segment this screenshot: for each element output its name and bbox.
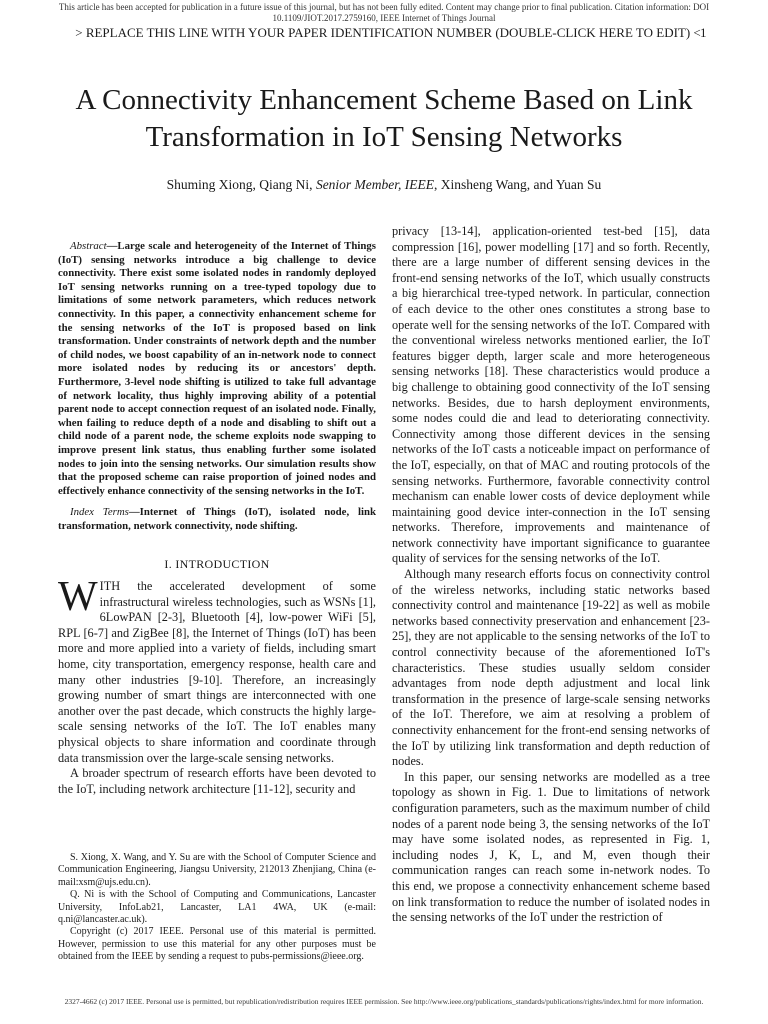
abstract-lead: Abstract <box>70 240 107 252</box>
page-footer: 2327-4662 (c) 2017 IEEE. Personal use is permitted, but republication/redistribution requires IEEE permission. See http://www.ieee.org/publications_standards/publications/rights/index.html for more information. <box>64 997 704 1006</box>
author-names-before: Shuming Xiong, Qiang Ni, <box>166 177 316 192</box>
footnote-affiliation-2: Q. Ni is with the School of Computing and Communications, Lancaster University, InfoLab21, Lancaster, LA1 4WA, UK (e-mail: q.ni@lancaster.ac.uk). <box>58 889 376 926</box>
author-names-after: , Xinsheng Wang, and Yuan Su <box>434 177 602 192</box>
intro-paragraph-1 <box>58 574 376 766</box>
paper-identification-header: > REPLACE THIS LINE WITH YOUR PAPER IDENTIFICATION NUMBER (DOUBLE-CLICK HERE TO EDIT) < <box>75 25 701 40</box>
index-terms <box>58 506 376 533</box>
abstract <box>58 240 376 498</box>
left-column <box>58 240 376 797</box>
footnotes <box>58 852 376 964</box>
index-terms-lead: Index Terms <box>70 506 129 519</box>
right-paragraph-1: privacy [13-14], application-oriented test-bed [15], data compression [16], power modelling [17] and so forth. Recently, there are a large number of different sensing devices in the front-end sensing networks of the IoT, which usually constructs a big hierarchical tree-typed network. In particular, connection of each device to the other ones constitutes a strong base to operate well for the sensing networks of the IoT. Compared with the conventional wireless networks mentioned earlier, the IoT features bigger depth, larger scale and more heterogeneous sensing networks [18]. These characteristics would produce a big challenge to obtaining good connectivity of the IoT sensing networks. Besides, due to harsh deployment environments, some nodes could die and lead to deteriorating connectivity. Connectivity among those different devices in the sensing networks of the IoT casts a noticeable impact on performance of the IoT, especially, on that of MAC and routing protocols of the sensing networks. Furthermore, favorable connectivity control mechanism can enable lower costs of device deployment while maintaining good device inter-connection in the IoT sensing networks. Therefore, improvements and maintenance of network connectivity have important significance to guarantee quality of services for the sensing networks of the IoT. <box>392 224 710 566</box>
abstract-text: —Large scale and heterogeneity of the Internet of Things (IoT) sensing networks introduce a big challenge to device connectivity. There exist some isolated nodes in randomly deployed IoT sensing networks running on a tree-typed topology due to limitations of some network parameters, which reduces network connectivity. In this paper, a connectivity enhancement scheme for the sensing networks of the IoT is proposed based on link transformation. Under constraints of network depth and the number of child nodes, we boost capability of an in-network node to connect more isolated nodes by reducing its or ancestors' depth. Furthermore, 3-level node shifting is utilized to take full advantage of network locality, thus highly improving ability of a potential parent node to accept connection request of an isolated node. Finally, when failing to reduce depth of a node and disabling to shift out a child node of a parent node, the scheme exploits node swapping to improve present link status, thus enabling further some isolated nodes to join into the sensing networks. Our simulation results show that the proposed scheme can raise proportion of joined nodes and effectively enhance connectivity of the sensing networks in the IoT. <box>58 240 376 497</box>
right-paragraph-2: Although many research efforts focus on connectivity control of the wireless networks, including static networks based connectivity control and maintenance [19-22] as well as mobile networks based connectivity preservation and enhancement [23-25], they are not applicable to the sensing networks of the IoT to control connectivity because of the aforementioned IoT's characteristics. These studies usually seldom consider advantages from node depth adjustment and local link transformation in the presence of large-scale sensing networks of the IoT. Therefore, we aim at resolving a problem of connectivity enhancement for the front-end sensing networks of the IoT by utilizing link transformation and depth reduction of nodes. <box>392 567 710 769</box>
paper-title: A Connectivity Enhancement Scheme Based on Link Transformation in IoT Sensing Networks <box>75 84 693 153</box>
index-terms-text: —Internet of Things (IoT), isolated node, link transformation, network connectivity, node shifting. <box>58 506 377 532</box>
author-list <box>40 176 728 194</box>
drop-cap: W <box>58 574 98 621</box>
footnote-affiliation-1: S. Xiong, X. Wang, and Y. Su are with the School of Computer Science and Communication Engineering, Jiangsu University, 212013 Zhenjiang, China (e-mail:xsm@ujs.edu.cn). <box>58 852 376 888</box>
right-paragraph-3: In this paper, our sensing networks are modelled as a tree topology as shown in Fig. 1. Due to limitations of network configuration parameters, such as the maximum number of child nodes of a parent node being 3, the sensing networks of the IoT may have some isolated nodes, as represented in Fig. 1, including nodes J, K, L, and M, even though their communication ranges can reach some in-network nodes. To this end, we propose a connectivity enhancement scheme based on link transformation to reduce the number of isolated nodes in the sensing networks of the IoT under the restriction of <box>392 769 710 925</box>
intro-paragraph-1-text: ITH the accelerated development of some infrastructural wireless technologies, such as WSNs [1], 6LowPAN [2-3], Bluetooth [4], low-power WiFi [5], RPL [6-7] and ZigBee [8], the Internet of Things (IoT) has been more and more applied into a variety of fields, including smart home, city transportation, emergency response, health care and many other industries [9-10]. Therefore, an increasingly growing number of smart things are interconnected with one another over the past decade, which constructs the highly large-scale sensing networks of the IoT. The IoT enables many physical objects to share information and coordinate through data transmission over the large-scale sensing networks. <box>58 579 376 765</box>
author-membership: Senior Member, IEEE <box>315 177 435 192</box>
footnote-copyright: Copyright (c) 2017 IEEE. Personal use of this material is permitted. However, permission to use this material for any other purposes must be obtained from the IEEE by sending a request to pubs-permissions@ieee.org. <box>58 926 376 963</box>
section-heading-introduction: I. INTRODUCTION <box>164 557 270 572</box>
journal-notice: This article has been accepted for publication in a future issue of this journal, but has not been fully edited. Content may change prior to final publication. Citation information: DOI 10.1109/JIOT.2017.2759160, IEEE Internet of Things Journal <box>58 2 710 23</box>
page-number: 1 <box>700 25 707 40</box>
right-column <box>392 224 710 926</box>
intro-paragraph-2: A broader spectrum of research efforts have been devoted to the IoT, including network architecture [11-12], security and <box>58 766 376 796</box>
